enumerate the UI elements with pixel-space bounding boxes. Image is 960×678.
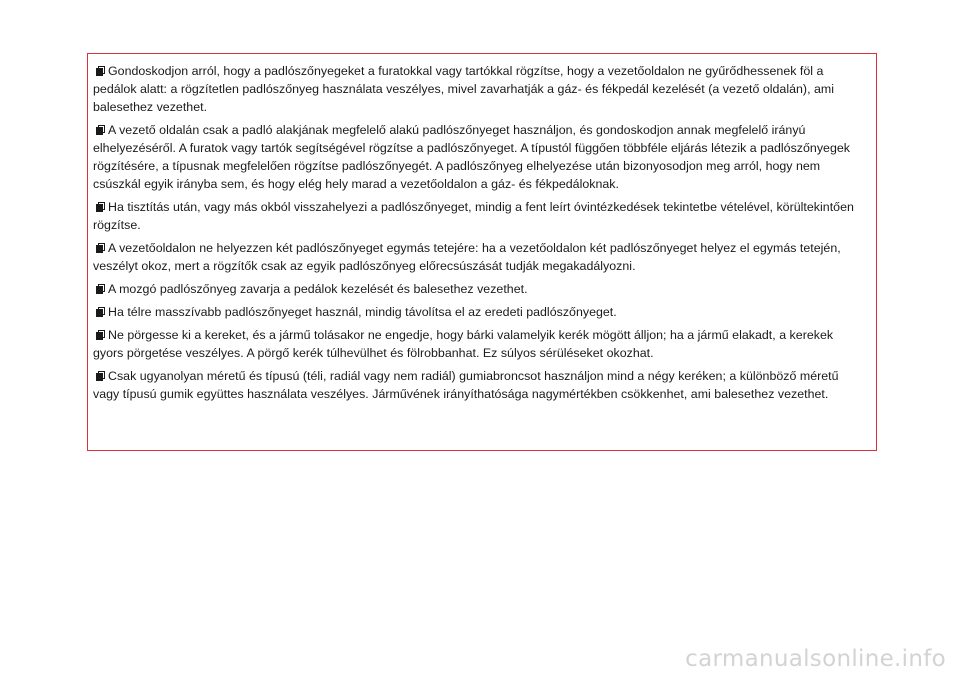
warning-paragraph-1 xyxy=(93,62,866,116)
warning-paragraph-4 xyxy=(93,239,866,275)
warning-bullet-icon xyxy=(96,66,105,76)
warning-paragraph-7 xyxy=(93,326,866,362)
watermark: carmanualsonline.info xyxy=(685,646,946,672)
warning-bullet-icon xyxy=(96,243,105,253)
warning-bullet-icon xyxy=(96,371,105,381)
warning-text-1: Gondoskodjon arról, hogy a padlószőnyegeket a furatokkal vagy tartókkal rögzítse, hogy a vezetőoldalon ne gyűrődhessenek föl a pedálok alatt: a rögzítetlen padlószőnyeg használata veszélyes, mivel zavarhatják a gáz- és fékpedál kezelését (a vezető oldalán), ami balesethez vezethet. xyxy=(93,64,835,114)
warning-bullet-icon xyxy=(96,284,105,294)
warning-text-5: A mozgó padlószőnyeg zavarja a pedálok kezelését és balesethez vezethet. xyxy=(108,282,528,296)
warning-bullet-icon xyxy=(96,202,105,212)
warning-text-6: Ha télre masszívabb padlószőnyeget használ, mindig távolítsa el az eredeti padlószőnyeget. xyxy=(108,305,617,319)
warning-text-2: A vezető oldalán csak a padló alakjának megfelelő alakú padlószőnyeget használjon, és gondoskodjon annak megfelelő irányú elhelyezéséről. A furatok vagy tartók segítségével rögzítse a padlószőnyeget. A típustól függően többféle eljárás létezik a padlószőnyegek rögzítésére, a típusnak megfelelően rögzítse padlószőnyegét. A padlószőnyeg elhelyezése után bizonyosodjon meg arról, hogy nem csúszkál egyik irányba sem, és hogy elég hely marad a vezetőoldalon a gáz- és fékpedáloknak. xyxy=(93,123,851,191)
warning-bullet-icon xyxy=(96,330,105,340)
warning-paragraph-6 xyxy=(93,303,866,321)
warning-text-8: Csak ugyanolyan méretű és típusú (téli, radiál vagy nem radiál) gumiabroncsot használjon mind a négy keréken; a különböző méretű vagy típusú gumik együttes használata veszélyes. Járművének irányíthatósága nagymértékben csökkenhet, ami balesethez vezethet. xyxy=(93,369,839,401)
warning-text-3: Ha tisztítás után, vagy más okból visszahelyezi a padlószőnyeget, mindig a fent leírt óvintézkedések tekintetbe vételével, körültekintően rögzítse. xyxy=(93,200,854,232)
warning-bullet-icon xyxy=(96,125,105,135)
warning-paragraph-8 xyxy=(93,367,866,403)
warning-paragraph-3 xyxy=(93,198,866,234)
warning-paragraph-2 xyxy=(93,121,866,193)
warning-text-7: Ne pörgesse ki a kereket, és a jármű tolásakor ne engedje, hogy bárki valamelyik kerék mögött álljon; ha a jármű elakadt, a kerekek gyors pörgetése veszélyes. A pörgő kerék túlhevülhet és fölrobbanhat. Ez súlyos sérüléseket okozhat. xyxy=(93,328,834,360)
warning-bullet-icon xyxy=(96,307,105,317)
warning-text-4: A vezetőoldalon ne helyezzen két padlószőnyeget egymás tetejére: ha a vezetőoldalon két padlószőnyeget helyez el egymás tetején, veszélyt okoz, mert a rögzítők csak az egyik padlószőnyeg előrecsúszását tudják megakadályozni. xyxy=(93,241,841,273)
warning-box xyxy=(87,53,877,451)
warning-paragraph-5 xyxy=(93,280,866,298)
